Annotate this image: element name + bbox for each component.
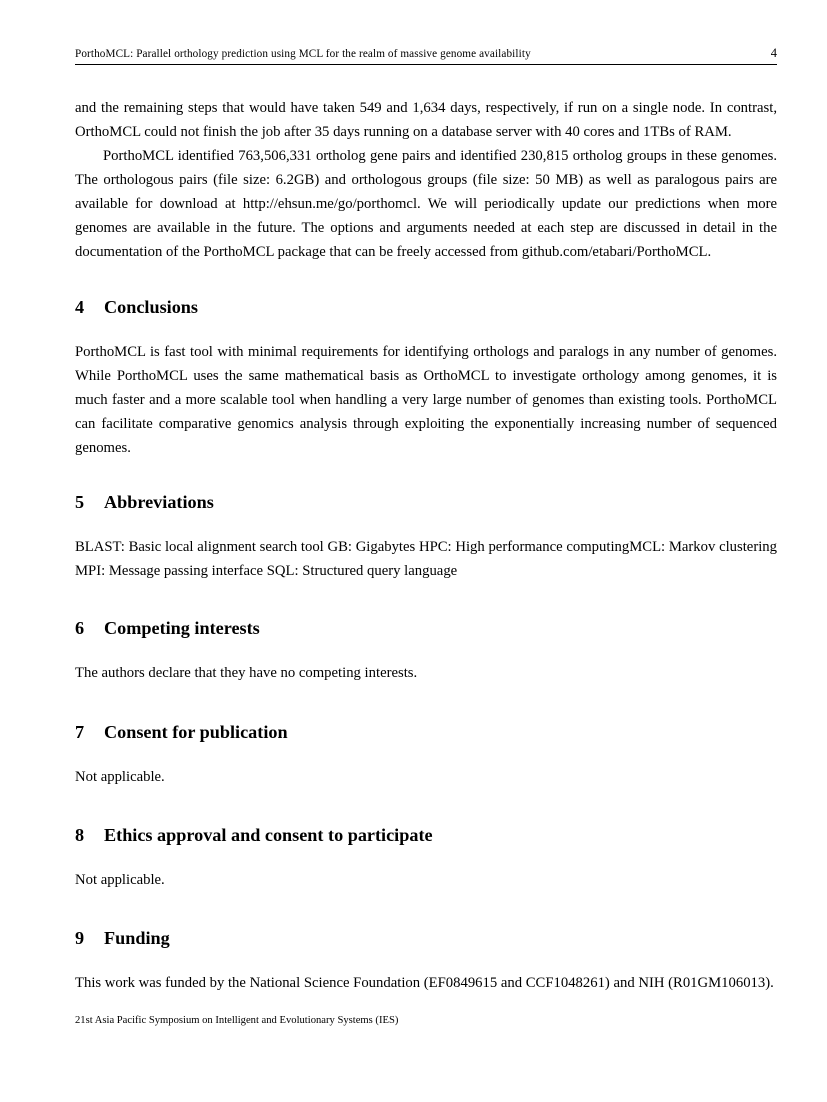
section-heading-funding	[75, 927, 777, 949]
paragraph-results: PorthoMCL identified 763,506,331 ortholog gene pairs and identified 230,815 ortholog groups in these genomes. The orthologous pairs (file size: 6.2GB) and orthologous groups (file size: 50 MB) as well as paralogous pairs are available for download at http://ehsun.me/go/porthomcl. We will periodically update our predictions when more genomes are available in the future. The options and arguments needed at each step are discussed in detail in the documentation of the PorthoMCL package that can be freely accessed from github.com/etabari/PorthoMCL.	[75, 148, 777, 261]
running-head-title: PorthoMCL: Parallel orthology prediction using MCL for the realm of massive genome availability	[75, 48, 531, 60]
section-body-ethics-block	[75, 868, 777, 892]
running-head	[75, 46, 777, 65]
section-number-7: 7	[75, 722, 85, 742]
section-body-competing-interests-block	[75, 661, 777, 685]
section-body-consent-block	[75, 765, 777, 789]
section-body-ethics: Not applicable.	[75, 872, 165, 888]
section-heading-competing-interests	[75, 617, 777, 639]
section-title-competing-interests: Competing interests	[104, 618, 260, 638]
section-number-4: 4	[75, 297, 85, 317]
section-number-6: 6	[75, 618, 85, 638]
page-footer	[75, 1014, 777, 1027]
section-body-conclusions-block	[75, 340, 777, 460]
section-body-abbreviations-block	[75, 535, 777, 583]
section-title-ethics: Ethics approval and consent to participate	[104, 825, 433, 845]
section-heading-conclusions	[75, 296, 777, 318]
section-number-9: 9	[75, 928, 85, 948]
section-title-conclusions: Conclusions	[104, 297, 199, 317]
section-heading-consent	[75, 721, 777, 743]
section-body-abbreviations: BLAST: Basic local alignment search tool GB: Gigabytes HPC: High performance computingMCL: Markov clustering MPI: Message passing interface SQL: Structured query language	[75, 539, 777, 580]
footer-text: 21st Asia Pacific Symposium on Intelligent and Evolutionary Systems (IES)	[75, 1015, 399, 1026]
paragraph-continued: and the remaining steps that would have taken 549 and 1,634 days, respectively, if run on a single node. In contrast, OrthoMCL could not finish the job after 35 days running on a database server with 40 cores and 1TBs of RAM.	[75, 100, 777, 141]
section-number-8: 8	[75, 825, 85, 845]
section-heading-abbreviations	[75, 491, 777, 513]
section-body-competing-interests: The authors declare that they have no competing interests.	[75, 665, 418, 681]
page-number: 4	[770, 46, 777, 60]
section-number-5: 5	[75, 492, 85, 512]
section-body-funding: This work was funded by the National Science Foundation (EF0849615 and CCF1048261) and NIH (R01GM106013).	[75, 975, 774, 991]
section-title-funding: Funding	[104, 928, 170, 948]
paragraph-results-block	[75, 144, 777, 264]
section-heading-ethics	[75, 824, 777, 846]
section-body-consent: Not applicable.	[75, 769, 165, 785]
section-body-funding-block	[75, 971, 777, 995]
paragraph-continued-block	[75, 96, 777, 144]
section-title-abbreviations: Abbreviations	[104, 492, 214, 512]
section-body-conclusions: PorthoMCL is fast tool with minimal requirements for identifying orthologs and paralogs in any number of genomes. While PorthoMCL uses the same mathematical basis as OrthoMCL to investigate orthology among genomes, it is much faster and a more scalable tool when handling a very large number of genomes than existing tools. PorthoMCL can facilitate comparative genomics analysis through exploiting the exponentially increasing number of sequenced genomes.	[75, 344, 777, 457]
section-title-consent: Consent for publication	[104, 722, 288, 742]
